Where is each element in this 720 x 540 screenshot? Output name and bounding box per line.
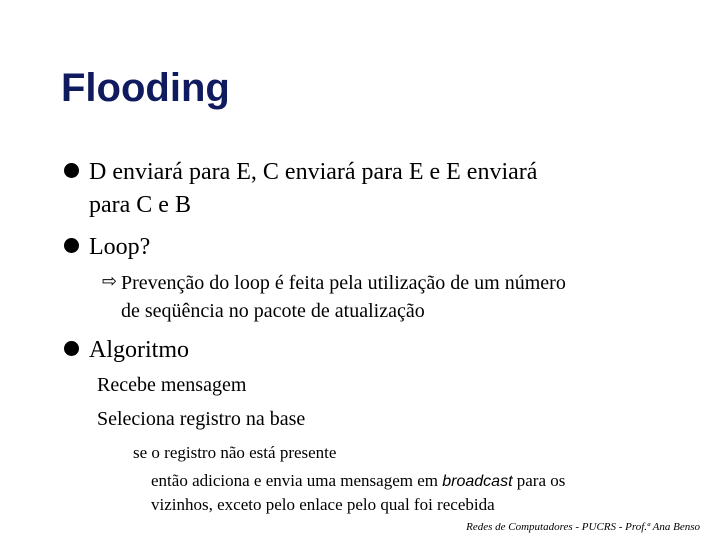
algorithm-action-line-1 xyxy=(151,469,565,494)
bullet-text-2: Loop? xyxy=(89,234,151,260)
sub-bullet-line-2: de seqüência no pacote de atualização xyxy=(121,300,425,322)
algorithm-condition: se o registro não está presente xyxy=(133,443,337,462)
action-italic: broadcast xyxy=(442,473,513,490)
slide-title: Flooding xyxy=(61,66,230,110)
sub-bullet-line-1: Prevenção do loop é feita pela utilização de um número xyxy=(121,272,566,294)
bullet-icon xyxy=(64,238,79,253)
action-suffix: para os xyxy=(512,471,566,490)
bullet-text-1-line-1: D enviará para E, C enviará para E e E enviará xyxy=(89,159,538,185)
bullet-text-1-line-2: para C e B xyxy=(89,192,191,218)
action-prefix: então adiciona e envia uma mensagem em xyxy=(151,471,443,490)
algorithm-action-line-2: vizinhos, exceto pelo enlace pelo qual foi recebida xyxy=(151,495,495,514)
bullet-text-3: Algoritmo xyxy=(89,337,189,363)
slide-footer: Redes de Computadores - PUCRS - Prof.ª Ana Benso xyxy=(466,521,700,533)
algorithm-step-2: Seleciona registro na base xyxy=(97,408,306,430)
algorithm-step-1: Recebe mensagem xyxy=(97,374,247,396)
bullet-icon xyxy=(64,341,79,356)
bullet-icon xyxy=(64,163,79,178)
right-arrow-icon: ⇨ xyxy=(102,271,118,292)
